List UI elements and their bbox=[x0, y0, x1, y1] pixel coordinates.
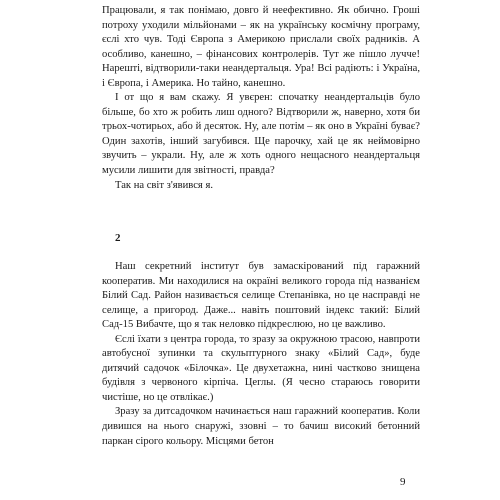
paragraph: Єслі їхати з центра города, то зразу за окружною трасою, навпроти автобусної зупинки та скульптурного знаку «Білий Сад», буде дитячий садочок «Білочка». Це двухетажна, нині частково знищена будівля з червоного кірпіча. Цеглы. (Я чесно стараюсь говорити чистіше, но це отвлікає.) bbox=[102, 333, 420, 403]
section-2-text bbox=[102, 260, 420, 449]
paragraph: Так на світ з'явився я. bbox=[115, 179, 213, 191]
paragraph: Наш секретний інститут був замаскірований під гаражний кооператив. Ми находилися на окраїні великого города під названієм Білий Сад. Район називається селище Степанівка, но це насправді не селище, а пригород. Даже... навіть поштовий індекс такий: Білий Сад-15 Вибачте, що я так неловко підкреслюю, но це важливо. bbox=[102, 261, 420, 331]
paragraph: І от що я вам скажу. Я увєрен: спочатку неандертальців було більше, бо хто ж робить лиш одного? Відтворили ж, наверно, хотя би трьох-чотирьох, або й десяток. Ну, але потім – як оно в Україні буває? Один захотів, інший загубився. Ще парочку, хай це як неймовірно звучить – украли. Ну, але ж хоть одного нещасного неандертальця мусили лишити для звітності, правда? bbox=[102, 92, 420, 177]
paragraph: Працювали, я так понімаю, довго й неефективно. Як обично. Гроші потроху уходили мільйонами – як на українську космічну програму, єслі хто чув. Тоді Європа з Америкою прислали своїх радників. А особливо, канешно, – фінансових контролерів. Тут же пішло лучче! Нарешті, відтворили-таки неандертальця. Ура! Всі радіють: і Україна, і Європа, і Америка. Но тайно, канешно. bbox=[102, 5, 420, 89]
section-1-text bbox=[102, 4, 420, 193]
chapter-number: 2 bbox=[115, 232, 121, 244]
paragraph: Зразу за дитсадочком начинається наш гаражний кооператив. Коли дивишся на нього снаружі, ззовні – то бачиш високий бетонний паркан сірого кольору. Місцями бетон bbox=[102, 406, 420, 447]
page-number: 9 bbox=[400, 476, 406, 488]
